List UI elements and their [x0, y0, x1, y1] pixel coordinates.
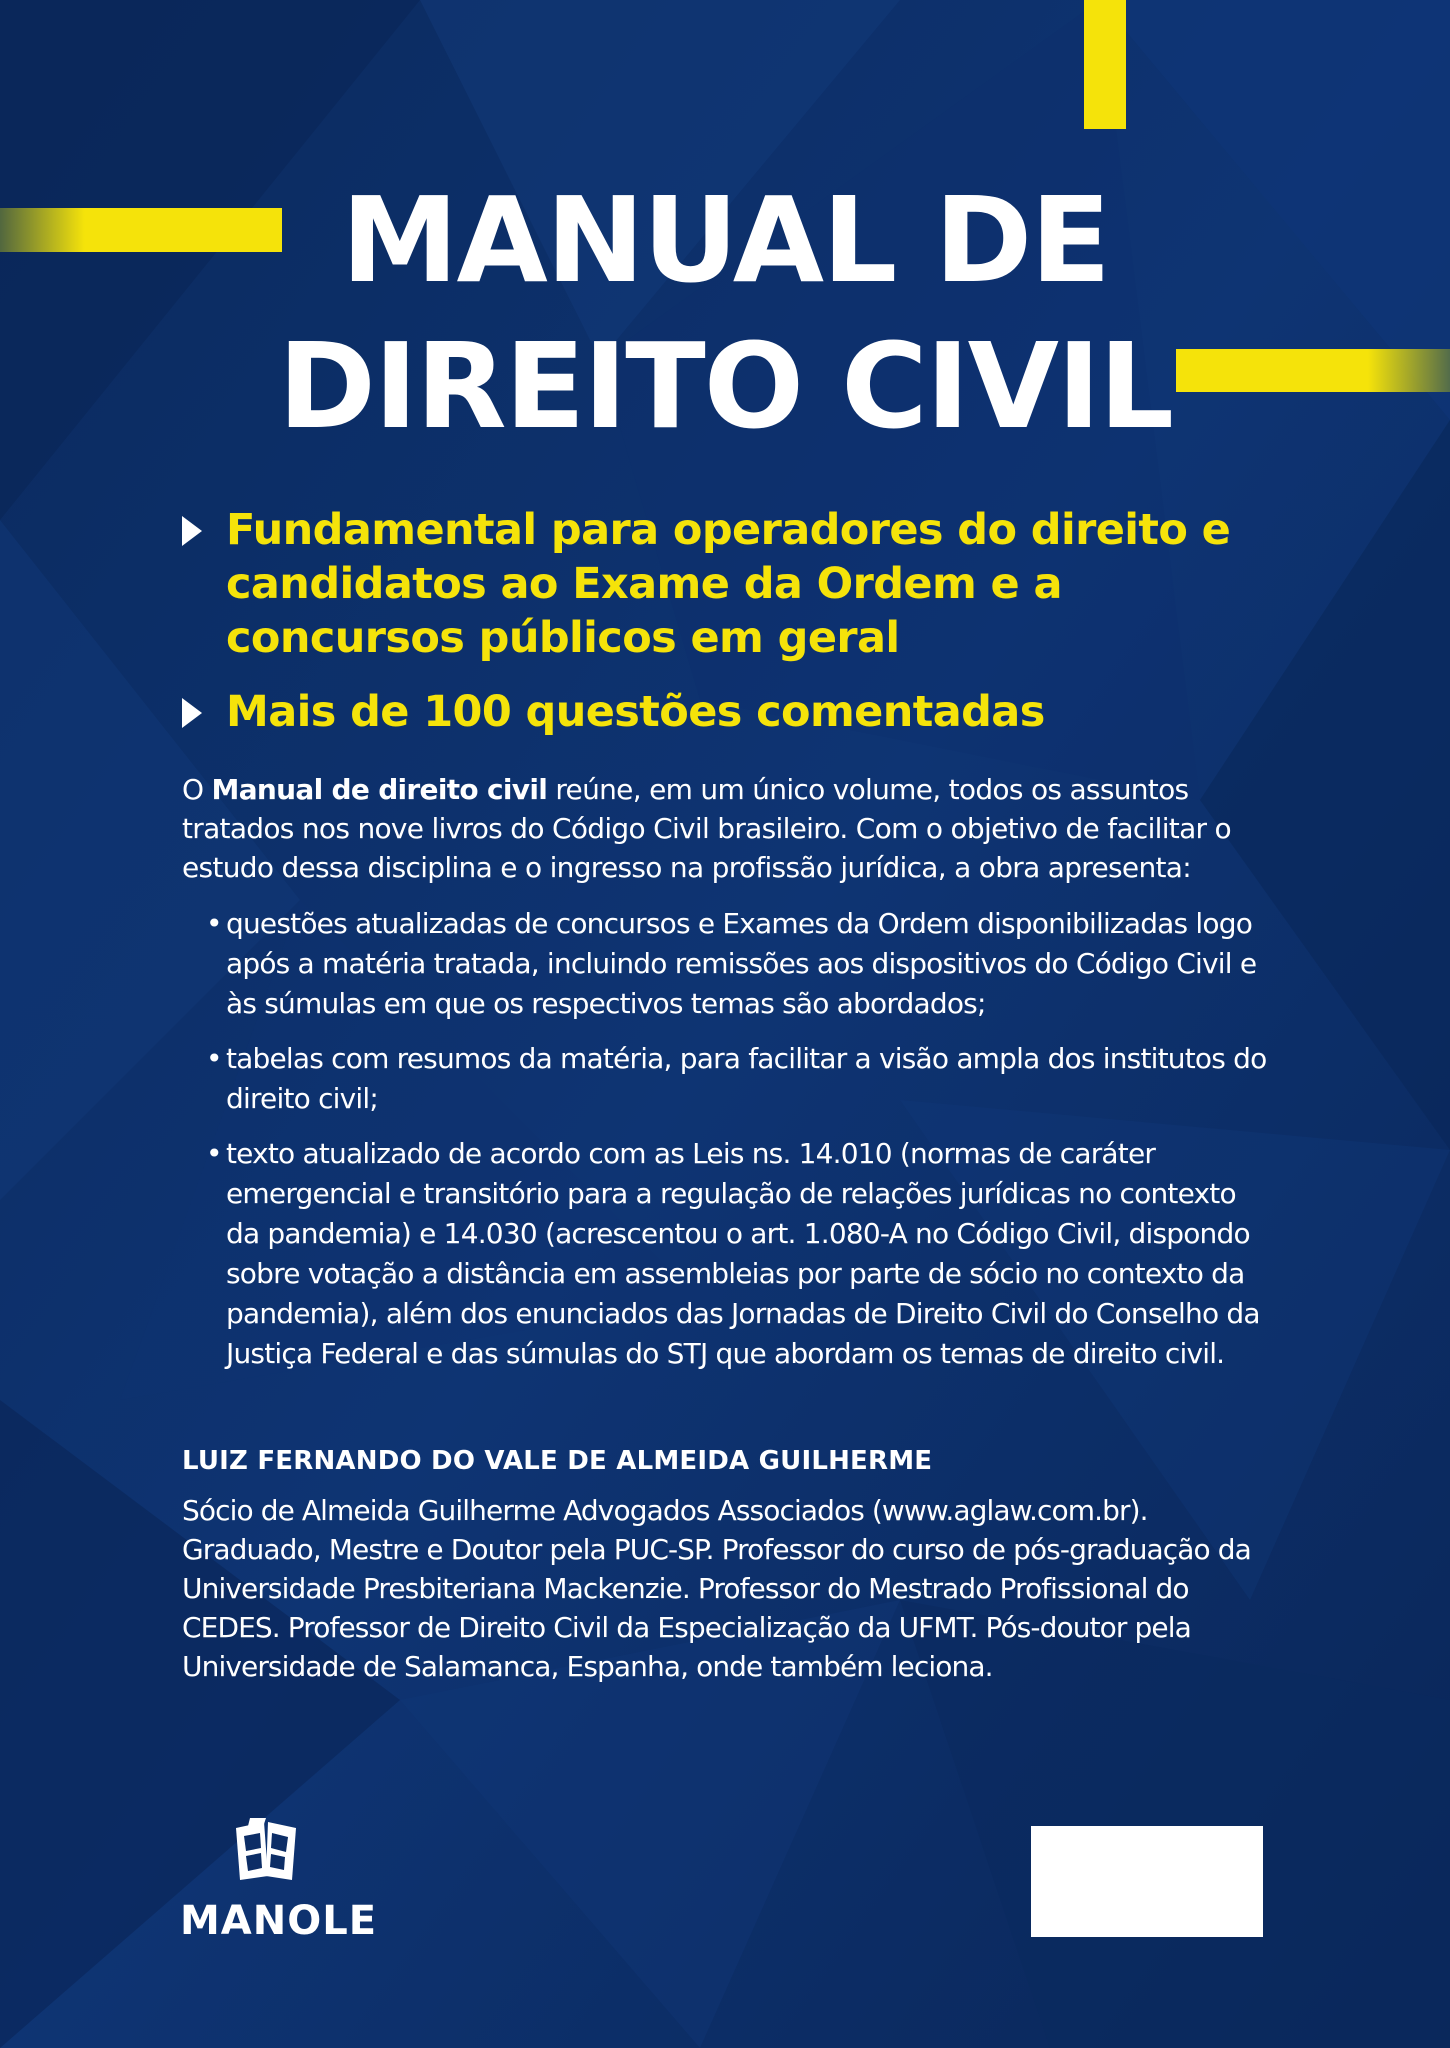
feature-item: • questões atualizadas de concursos e Exames da Ordem disponibilizadas logo após a matéria tratada, incluindo remissões aos dispositivos do Código Civil e às súmulas em que os respectivos temas são abordados;: [206, 904, 1268, 1024]
book-logo-icon: [230, 1818, 302, 1882]
play-arrow-icon: [182, 698, 202, 728]
book-title-line-1: MANUAL DE: [341, 171, 1109, 309]
intro-paragraph: [182, 770, 1262, 887]
highlight-item: [178, 503, 1268, 665]
intro-book-name: Manual de direito civil: [211, 773, 548, 806]
highlight-item: [178, 685, 1268, 739]
feature-item: • texto atualizado de acordo com as Leis ns. 14.010 (normas de caráter emergencial e transitório para a regulação de relações jurídicas no contexto da pandemia) e 14.030 (acrescentou o art. 1.080-A no Código Civil, dispondo sobre votação a distância em assembleias por parte de sócio no contexto da pandemia), além dos enunciados das Jornadas de Direito Civil do Conselho da Justiça Federal e das súmulas do STJ que abordam os temas de direito civil.: [206, 1134, 1268, 1374]
highlight-text: Mais de 100 questões comentadas: [226, 687, 1045, 737]
highlights-list: [178, 503, 1268, 739]
play-arrow-icon: [182, 516, 202, 546]
features-list: [206, 904, 1268, 1389]
highlight-text: Fundamental para operadores do direito e candidatos ao Exame da Ordem e a concursos públicos em geral: [226, 505, 1231, 663]
author-name: LUIZ FERNANDO DO VALE DE ALMEIDA GUILHERME: [182, 1446, 933, 1476]
author-bio: Sócio de Almeida Guilherme Advogados Associados (www.aglaw.com.br). Graduado, Mestre e Doutor pela PUC-SP. Professor do curso de pós-graduação da Universidade Presbiteriana Mackenzie. Professor do Mestrado Profissional do CEDES. Professor de Direito Civil da Especialização da UFMT. Pós-doutor pela Universidade de Salamanca, Espanha, onde também leciona.: [182, 1494, 1251, 1683]
publisher-logo: [180, 1818, 378, 1948]
barcode-placeholder: [1031, 1826, 1263, 1937]
publisher-name: MANOLE: [180, 1898, 378, 1944]
feature-item: • tabelas com resumos da matéria, para facilitar a visão ampla dos institutos do direito civil;: [206, 1039, 1268, 1119]
accent-bar-top: [1084, 0, 1126, 129]
intro-prefix: O: [182, 773, 212, 806]
intro-text: reúne, em um único volume, todos os assuntos tratados nos nove livros do Código Civil brasileiro. Com o objetivo de facilitar o estudo dessa disciplina e o ingresso na profissão jurídica, a obra apresenta:: [182, 773, 1231, 884]
book-title-line-2: DIREITO CIVIL: [277, 317, 1173, 455]
